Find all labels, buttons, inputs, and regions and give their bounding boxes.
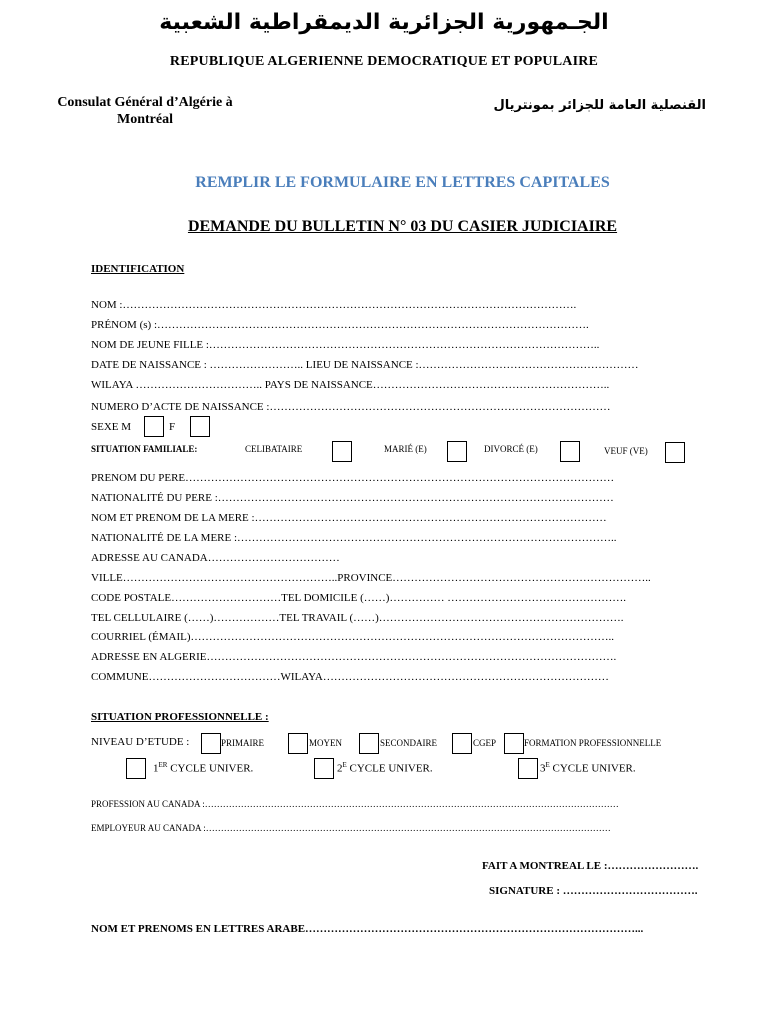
section-identification: IDENTIFICATION <box>91 263 185 275</box>
field-prenom-pere[interactable]: PRENOM DU PERE……………………………………………………………………………………………………… <box>91 472 615 484</box>
field-nom-prenom-mere[interactable]: NOM ET PRENOM DE LA MERE :…………………………………………………………………………………… <box>91 512 607 524</box>
consulat-french-line2: Montréal <box>117 112 173 127</box>
field-nom[interactable]: NOM :……………………………………………………………………………………………………………. <box>91 299 577 311</box>
field-prenom[interactable]: PRÉNOM (s) :………………………………………………………………………………………………………. <box>91 319 589 331</box>
field-ville-province[interactable]: VILLE…………………………………………………..PROVINCE…………………………………………………………….. <box>91 572 651 584</box>
checkbox-sexe-m[interactable] <box>144 416 164 437</box>
document-title: DEMANDE DU BULLETIN N° 03 DU CASIER JUDICIAIRE <box>187 218 618 235</box>
label-cycle-2 <box>337 761 433 775</box>
checkbox-divorce[interactable] <box>560 441 580 462</box>
field-date-lieu-naissance[interactable]: DATE DE NAISSANCE : …………………….. LIEU DE NAISSANCE :…………………………………………………… <box>91 359 639 371</box>
field-nom-jeune-fille[interactable]: NOM DE JEUNE FILLE :…………………………………………………………………………………………….. <box>91 339 600 351</box>
cycle-2-ordinal: E <box>342 761 347 769</box>
field-adresse-canada[interactable]: ADRESSE AU CANADA……………………………… <box>91 552 340 564</box>
checkbox-veuf[interactable] <box>665 442 685 463</box>
label-moyen: MOYEN <box>309 738 342 748</box>
checkbox-sexe-f[interactable] <box>190 416 210 437</box>
checkbox-celibataire[interactable] <box>332 441 352 462</box>
field-tel-cellulaire-travail[interactable]: TEL CELLULAIRE (……)………………TEL TRAVAIL (……)…………………………………………………………. <box>91 612 624 624</box>
label-formation: FORMATION PROFESSIONNELLE <box>524 738 662 748</box>
label-niveau-etude: NIVEAU D’ETUDE : <box>91 736 190 748</box>
form-instruction: REMPLIR LE FORMULAIRE EN LETTRES CAPITALES <box>195 174 610 191</box>
label-sexe-f: F <box>169 421 176 433</box>
label-cycle-3 <box>540 761 636 775</box>
consulat-arabic: القنصلية العامة للجزائر بمونتريال <box>493 98 706 113</box>
checkbox-primaire[interactable] <box>201 733 221 754</box>
arabic-republic-title: الجـمهورية الجزائرية الديمقراطية الشعبية <box>159 10 609 35</box>
field-employeur-canada[interactable]: EMPLOYEUR AU CANADA :……………………………………………………………………………………………………………………… <box>91 823 611 833</box>
field-nationalite-pere[interactable]: NATIONALITÉ DU PERE :……………………………………………………………………………………………… <box>91 492 614 504</box>
field-nationalite-mere[interactable]: NATIONALITÉ DE LA MERE :………………………………………………………………………………………….. <box>91 532 617 544</box>
checkbox-formation[interactable] <box>504 733 524 754</box>
field-signature[interactable]: SIGNATURE : ………………………………. <box>489 885 698 897</box>
field-wilaya-pays[interactable]: WILAYA …………………………….. PAYS DE NAISSANCE……………………………………………………….. <box>91 379 610 391</box>
field-adresse-algerie[interactable]: ADRESSE EN ALGERIE…………………………………………………………………………………………………. <box>91 651 617 663</box>
label-cycle-1 <box>153 761 253 775</box>
field-profession-canada[interactable]: PROFESSION AU CANADA :………………………………………………………………………………………………………………………… <box>91 799 619 809</box>
french-republic-title: REPUBLIQUE ALGERIENNE DEMOCRATIQUE ET POPULAIRE <box>169 54 599 69</box>
cycle-1-text: CYCLE UNIVER. <box>170 762 254 775</box>
label-veuf: VEUF (VE) <box>604 446 648 456</box>
cycle-3-ordinal: E <box>545 761 550 769</box>
field-fait-a-montreal[interactable]: FAIT A MONTREAL LE :……………………. <box>482 860 699 872</box>
cycle-2-text: CYCLE UNIVER. <box>349 762 433 775</box>
label-situation-familiale: SITUATION FAMILIALE: <box>91 444 198 454</box>
label-secondaire: SECONDAIRE <box>380 738 438 748</box>
field-commune-wilaya[interactable]: COMMUNE………………………………WILAYA…………………………………………………………………… <box>91 671 609 683</box>
label-divorce: DIVORCÉ (E) <box>484 444 538 454</box>
label-primaire: PRIMAIRE <box>221 738 265 748</box>
field-courriel[interactable]: COURRIEL (ÉMAIL)…………………………………………………………………………………………………….. <box>91 631 614 643</box>
label-cegep: CGEP <box>473 738 497 748</box>
cycle-3-text: CYCLE UNIVER. <box>552 762 636 775</box>
checkbox-marie[interactable] <box>447 441 467 462</box>
checkbox-secondaire[interactable] <box>359 733 379 754</box>
consulat-french <box>40 94 250 128</box>
checkbox-cegep[interactable] <box>452 733 472 754</box>
field-numero-acte[interactable]: NUMERO D’ACTE DE NAISSANCE :………………………………………………………………………………… <box>91 401 611 413</box>
label-celibataire: CELIBATAIRE <box>245 444 303 454</box>
cycle-1-number: 1 <box>153 762 159 775</box>
checkbox-cycle-3[interactable] <box>518 758 538 779</box>
cycle-2-number: 2 <box>337 762 343 775</box>
checkbox-cycle-2[interactable] <box>314 758 334 779</box>
cycle-3-number: 3 <box>540 762 546 775</box>
field-nom-arabe[interactable]: NOM ET PRENOMS EN LETTRES ARABE………………………………………………………………………………... <box>91 923 644 935</box>
consulat-french-line1: Consulat Général d’Algérie à <box>57 95 233 110</box>
cycle-1-ordinal: ER <box>158 761 168 769</box>
checkbox-moyen[interactable] <box>288 733 308 754</box>
checkbox-cycle-1[interactable] <box>126 758 146 779</box>
field-code-postale-tel[interactable]: CODE POSTALE…………………………TEL DOMICILE (……)…………… …………………………………………. <box>91 592 626 604</box>
label-marie: MARIÉ (E) <box>384 444 427 454</box>
label-sexe: SEXE M <box>91 421 132 433</box>
section-professionnelle: SITUATION PROFESSIONNELLE : <box>91 711 269 723</box>
